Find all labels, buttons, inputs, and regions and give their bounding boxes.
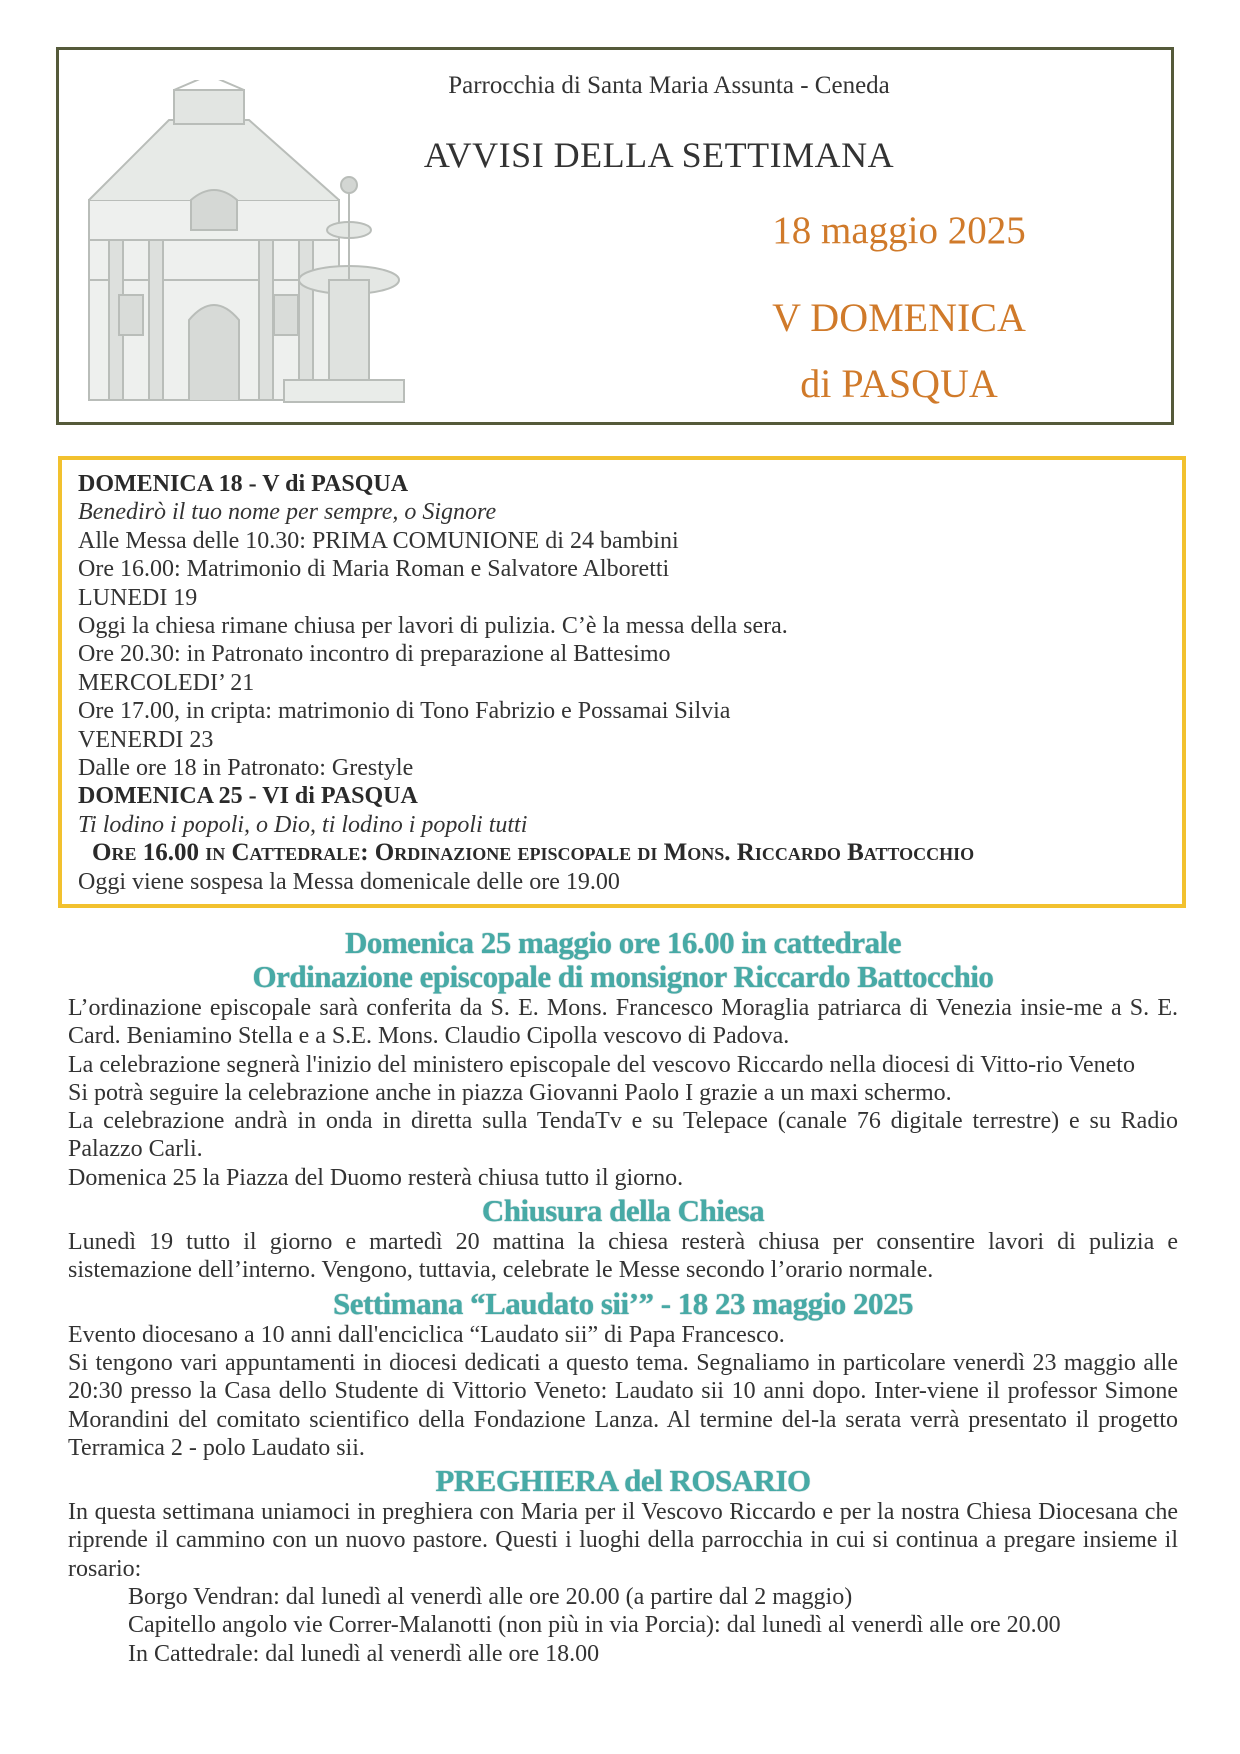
schedule-line: Ore 17.00, in cripta: matrimonio di Tono Fabrizio e Possamai Silvia bbox=[78, 698, 731, 725]
parish-name: Parrocchia di Santa Maria Assunta - Ceneda bbox=[448, 72, 890, 99]
schedule-line: Ore 16.00 in Cattedrale: Ordinazione episcopale di Mons. Riccardo Battocchio bbox=[92, 839, 975, 867]
rosary-place: Capitello angolo vie Correr-Malanotti (non più in via Porcia): dal lunedì al venerdì alle ore 20.00 bbox=[128, 1612, 1061, 1639]
section-title-rosary: PREGHIERA del ROSARIO bbox=[435, 1463, 811, 1499]
paragraph: Lunedì 19 tutto il giorno e martedì 20 mattina la chiesa resterà chiusa per consentire lavori di pulizia e sistemazione dell’interno. Vengono, tuttavia, celebrate le Messe secondo l’orario normale. bbox=[68, 1229, 1178, 1284]
paragraph: L’ordinazione episcopale sarà conferita da S. E. Mons. Francesco Moraglia patriarca di Venezia insie-me a S. E. Card. Beniamino Stella e a S.E. Mons. Claudio Cipolla vescovo di Padova. bbox=[68, 995, 1178, 1050]
liturgical-sunday: V DOMENICA bbox=[772, 295, 1026, 340]
bulletin-date: 18 maggio 2025 bbox=[772, 209, 1026, 252]
weekly-schedule-box bbox=[58, 456, 1186, 908]
section-title-closure: Chiusura della Chiesa bbox=[481, 1193, 765, 1229]
schedule-line: MERCOLEDI’ 21 bbox=[78, 669, 255, 696]
page-title: AVVISI DELLA SETTIMANA bbox=[423, 135, 895, 175]
header-box bbox=[56, 47, 1174, 425]
schedule-line: Ti lodino i popoli, o Dio, ti lodino i popoli tutti bbox=[78, 811, 528, 838]
church-illustration bbox=[79, 80, 409, 410]
announcements bbox=[68, 926, 1178, 1668]
schedule-line: Ore 20.30: in Patronato incontro di preparazione al Battesimo bbox=[78, 641, 671, 668]
schedule-line: LUNEDI 19 bbox=[78, 584, 198, 611]
schedule-line: Oggi viene sospesa la Messa domenicale delle ore 19.00 bbox=[78, 868, 620, 895]
ordination-text bbox=[68, 994, 1178, 1192]
rosary-place: In Cattedrale: dal lunedì al venerdì alle ore 18.00 bbox=[128, 1640, 600, 1667]
schedule-line: Ore 16.00: Matrimonio di Maria Roman e Salvatore Alboretti bbox=[78, 556, 670, 583]
schedule-line: Alle Messa delle 10.30: PRIMA COMUNIONE di 24 bambini bbox=[78, 527, 679, 554]
schedule-line: DOMENICA 18 - V di PASQUA bbox=[78, 471, 409, 497]
section-title-ordination: Domenica 25 maggio ore 16.00 in cattedrale bbox=[344, 925, 902, 960]
paragraph: In questa settimana uniamoci in preghiera con Maria per il Vescovo Riccardo e per la nostra Chiesa Diocesana che riprende il cammino con un nuovo pastore. Questi i luoghi della parrocchia in cui si continua a pregare insieme il rosario: bbox=[68, 1499, 1178, 1582]
schedule-line: Dalle ore 18 in Patronato: Grestyle bbox=[78, 755, 414, 782]
paragraph: La celebrazione andrà in onda in diretta sulla TendaTv e su Telepace (canale 76 digitale terrestre) e su Radio Palazzo Carli. bbox=[68, 1108, 1178, 1163]
section-subtitle-ordination: Ordinazione episcopale di monsignor Riccardo Battocchio bbox=[252, 959, 994, 994]
schedule-line: VENERDI 23 bbox=[78, 726, 214, 753]
paragraph: Domenica 25 la Piazza del Duomo resterà chiusa tutto il giorno. bbox=[68, 1164, 684, 1191]
schedule-line: Benedirò il tuo nome per sempre, o Signore bbox=[78, 499, 497, 526]
liturgical-season: di PASQUA bbox=[800, 361, 998, 406]
paragraph: Si potrà seguire la celebrazione anche in piazza Giovanni Paolo I grazie a un maxi schermo. bbox=[68, 1079, 952, 1106]
section-title-laudato: Settimana “Laudato sii’” - 18 23 maggio 2025 bbox=[333, 1285, 913, 1321]
paragraph: Evento diocesano a 10 anni dall'enciclica “Laudato sii” di Papa Francesco. bbox=[68, 1321, 785, 1348]
paragraph: La celebrazione segnerà l'inizio del ministero episcopale del vescovo Riccardo nella diocesi di Vitto-rio Veneto bbox=[68, 1051, 1135, 1078]
rosary-place: Borgo Vendran: dal lunedì al venerdì alle ore 20.00 (a partire dal 2 maggio) bbox=[128, 1584, 853, 1611]
paragraph: Si tengono vari appuntamenti in diocesi dedicati a questo tema. Segnaliamo in particolare venerdì 23 maggio alle 20:30 presso la Casa dello Studente di Vittorio Veneto: Laudato sii 10 anni dopo. Inter-viene il professor Simone Morandini del comitato scientifico della Fondazione Lanza. Al termine del-la serata verrà presentato il progetto Terramica 2 - polo Laudato sii. bbox=[68, 1349, 1178, 1461]
schedule-line: DOMENICA 25 - VI di PASQUA bbox=[78, 783, 418, 810]
schedule-line: Oggi la chiesa rimane chiusa per lavori di pulizia. C’è la messa della sera. bbox=[78, 613, 788, 640]
